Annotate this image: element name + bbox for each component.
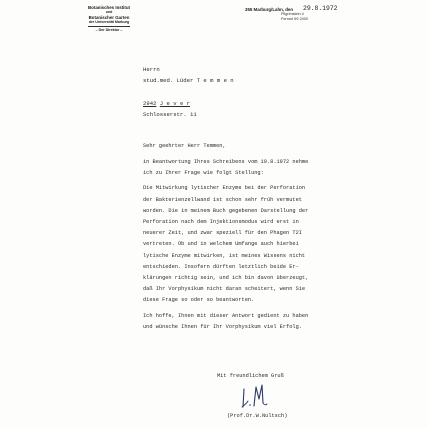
letter-date: 29.8.1972 bbox=[303, 5, 338, 12]
paragraph-2 bbox=[143, 183, 308, 306]
paragraph-line: vertreten. Ob und in welchem Umfange auch hierbei bbox=[143, 241, 299, 248]
sender-place: 355 Marburg/Lahn, den bbox=[245, 7, 294, 12]
letter-body bbox=[143, 143, 308, 333]
paragraph-line: in Beantwortung Ihres Schreibens vom 10.8.1972 nehme bbox=[143, 159, 309, 165]
paragraph-line: Ich hoffe, Ihnen mit dieser Antwort gedient zu haben bbox=[143, 312, 309, 319]
recipient-city bbox=[143, 99, 197, 110]
institution-line1: Botanisches Institut bbox=[88, 5, 130, 10]
paragraph-line: lytische Enzyme mitwirken, ist meines Wissens nicht bbox=[143, 252, 306, 259]
recipient-block bbox=[143, 65, 234, 86]
institution-line2: Botanischer Garten bbox=[88, 14, 130, 20]
paragraph-line: Perforation nach dem Injektionsmodus wird erst in bbox=[143, 219, 299, 226]
paragraph-line: und wünsche Ihnen für Ihr Vorphysikum viel Erfolg. bbox=[143, 323, 302, 330]
recipient-name: stud.med. Lüder T e m m e n bbox=[143, 76, 234, 84]
institution-and: und bbox=[105, 10, 113, 15]
paragraph-3 bbox=[143, 311, 308, 333]
institution-line3: der Universität Marburg bbox=[88, 19, 130, 24]
letter-greeting: Sehr geehrter Herr Temmen, bbox=[143, 143, 226, 149]
paragraph-line: Die Mitwirkung lytischer Enzyme bei der Perforation bbox=[143, 185, 306, 192]
recipient-postal-code: 2942 bbox=[143, 100, 157, 107]
sender-phone: Fernruf 69 2400 bbox=[281, 16, 309, 21]
paragraph-line: klärungen richtig sein, und ich bin davon überzeugt, bbox=[143, 275, 309, 282]
director-line: – Der Direktor – bbox=[95, 28, 123, 33]
recipient-street: Schlosserstr. 11 bbox=[143, 110, 197, 118]
sender-street: Pilgrimstein 4 bbox=[281, 12, 304, 16]
paragraph-1 bbox=[143, 157, 308, 179]
letterhead bbox=[78, 5, 140, 33]
paragraph-line: diese Frage so oder so beantworten. bbox=[143, 297, 255, 304]
sender-block bbox=[245, 7, 365, 21]
recipient-city-name: J e v e r bbox=[159, 100, 191, 107]
letterhead-divider bbox=[88, 26, 130, 27]
paragraph-line: der Bakterienzellwand ist schon sehr früh vermutet bbox=[143, 196, 302, 203]
paragraph-line: worden. Die in meinem Buch gegebenen Darstellung der bbox=[143, 207, 309, 214]
paragraph-line: neuerer Zeit, und zwar speziell für den Phagen T2I bbox=[143, 230, 302, 237]
handwritten-signature bbox=[238, 381, 272, 411]
letter-closing: Mit freundlichem Gruß bbox=[217, 373, 284, 379]
paragraph-line: entschieden. Insofern dürften letztlich beide Er- bbox=[143, 263, 299, 270]
signed-name: (Prof.Dr.W.Nultsch) bbox=[227, 413, 288, 419]
recipient-city-block bbox=[143, 99, 197, 120]
recipient-salutation: Herrn bbox=[143, 66, 160, 73]
paragraph-line: daß Ihr Vorphysikum nicht daran scheitert, wenn Sie bbox=[143, 286, 306, 293]
paragraph-line: ich zu Ihrer Frage wie folgt Stellung: bbox=[143, 170, 264, 177]
